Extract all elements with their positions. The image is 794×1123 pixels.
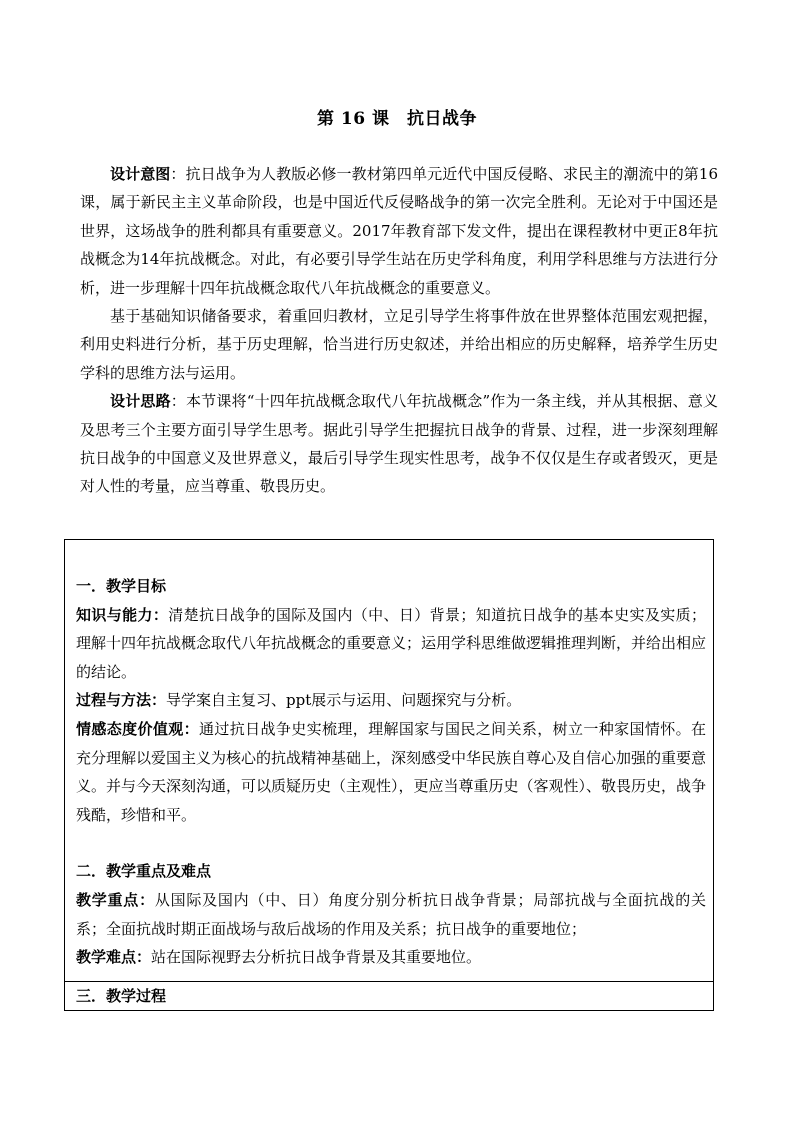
- section-heading-process: 三．教学过程: [76, 987, 167, 1005]
- difficult-points-paragraph: [76, 943, 706, 972]
- table-row-process: [65, 981, 713, 1012]
- design-intent-paragraph: 设计意图：抗日战争为人教版必修一教材第四单元近代中国反侵略、求民主的潮流中的第16课，属于新民主主义革命阶段，也是中国近代反侵略战争的第一次完全胜利。无论对于中国还是世界，这场战争的胜利都具有重要意义。2017年教育部下发文件，提出在课程教材中更正8年抗战概念为14年抗战概念。对此，有必要引导学生站在历史学科角度，利用学科思维与方法进行分析，进一步理解十四年抗战概念取代八年抗战概念的重要意义。: [80, 165, 718, 297]
- design-approach-label: 设计思路: [110, 392, 171, 411]
- key-points-text: 从国际及国内（中、日）角度分别分析抗日战争背景；局部抗战与全面抗战的关系；全面抗战时期正面战场与敌后战场的作用及关系；抗日战争的重要地位；: [76, 890, 706, 938]
- difficult-points-text: 站在国际视野去分析抗日战争背景及其重要地位。: [151, 948, 482, 967]
- section-heading-key-points: 二．教学重点及难点: [76, 862, 212, 881]
- design-approach-text: 本节课将“十四年抗战概念取代八年抗战概念”作为一条主线，并从其根据、意义及思考三个主要方面引导学生思考。据此引导学生把握抗日战争的背景、过程，进一步深刻理解抗日战争的中国意义及世界意义，最后引导学生现实性思考，战争不仅仅是生存或者毁灭，更是对人性的考量，应当尊重、敬畏历史。: [80, 392, 718, 496]
- teaching-plan-table: [64, 539, 714, 1011]
- foundation-paragraph: 基于基础知识储备要求，着重回归教材，立足引导学生将事件放在世界整体范围宏观把握，利用史料进行分析，基于历史理解，恰当进行历史叙述，并给出相应的历史解释，培养学生历史学科的思维方法与运用。: [80, 307, 718, 382]
- design-intent-text: 抗日战争为人教版必修一教材第四单元近代中国反侵略、求民主的潮流中的第16课，属于新民主主义革命阶段，也是中国近代反侵略战争的第一次完全胜利。无论对于中国还是世界，这场战争的胜利都具有重要意义。2017年教育部下发文件，提出在课程教材中更正8年抗战概念为14年抗战概念。对此，有必要引导学生站在历史学科角度，利用学科思维与方法进行分析，进一步理解十四年抗战概念取代八年抗战概念的重要意义。: [80, 165, 718, 297]
- spacer: [76, 829, 706, 857]
- page-title: 第 16 课 抗日战争: [317, 109, 477, 129]
- difficult-points-label: 教学难点：: [76, 948, 152, 967]
- key-points-label: 教学重点：: [76, 890, 155, 909]
- emotion-values-label: 情感态度价值观：: [76, 719, 199, 738]
- knowledge-ability-label: 知识与能力：: [76, 605, 169, 624]
- key-points-paragraph: [76, 886, 706, 943]
- emotion-values-paragraph: [76, 715, 706, 829]
- process-method-paragraph: [76, 686, 706, 715]
- knowledge-ability-paragraph: [76, 601, 706, 687]
- design-approach-paragraph: 设计思路：本节课将“十四年抗战概念取代八年抗战概念”作为一条主线，并从其根据、意义及思考三个主要方面引导学生思考。据此引导学生把握抗日战争的背景、过程，进一步深刻理解抗日战争的中国意义及世界意义，最后引导学生现实性思考，战争不仅仅是生存或者毁灭，更是对人性的考量，应当尊重、敬畏历史。: [80, 392, 718, 496]
- process-method-label: 过程与方法：: [76, 691, 167, 710]
- knowledge-ability-text: 清楚抗日战争的国际及国内（中、日）背景；知道抗日战争的基本史实及实质；理解十四年抗战概念取代八年抗战概念的重要意义；运用学科思维做逻辑推理判断，并给出相应的结论。: [76, 605, 707, 681]
- intro-section: [80, 160, 718, 501]
- design-intent-label: 设计意图: [110, 165, 171, 183]
- section-heading-objectives: 一．教学目标: [76, 577, 167, 595]
- emotion-values-text: 通过抗日战争史实梳理，理解国家与国民之间关系，树立一种家国情怀。在充分理解以爱国主义为核心的抗战精神基础上，深刻感受中华民族自尊心及自信心加强的重要意义。并与今天深刻沟通，可以质疑历史（主观性），更应当尊重历史（客观性）、敬畏历史，战争残酷，珍惜和平。: [76, 719, 707, 824]
- table-cell-objectives: [76, 572, 706, 972]
- process-method-text: 导学案自主复习、ppt展示与运用、问题探究与分析。: [166, 691, 522, 710]
